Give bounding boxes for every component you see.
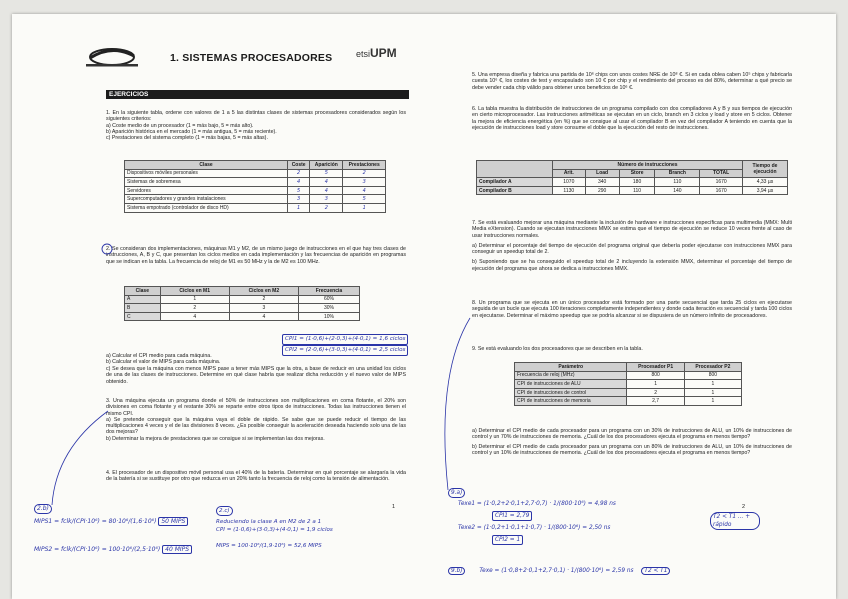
hw-texe2: Texe2 = (1·0,2+1·0,1+1·0,7) · 1/(800·10⁶) = 2,50 ns [458, 525, 611, 531]
question-9-parts [472, 428, 792, 456]
q3-b: b) Determinar la mejora de prestaciones que se consigue si se implementan las dos mejoras. [106, 435, 325, 442]
handwriting-9a [448, 488, 818, 543]
cell: 2 [343, 169, 386, 178]
cell: 340 [585, 178, 619, 187]
q9-text: 9. Se está evaluando los dos procesadores que se describen en la tabla. [472, 346, 643, 352]
hw-texe1: Texe1 = (1·0,2+2·0,1+2,7·0,7) · 1/(800·10⁶) = 4,98 ns [458, 501, 616, 507]
th-parametro: Parámetro [515, 363, 627, 372]
question-1 [106, 110, 406, 141]
cell: 4 [229, 312, 298, 321]
cell: 3 [343, 178, 386, 187]
hw-new-mips: MIPS = 100·10⁶/(1,9·10⁶) = 52,6 MIPS [216, 543, 322, 549]
table-row [477, 186, 788, 195]
cell: 1130 [553, 186, 585, 195]
q6-text: 6. La tabla muestra la distribución de instrucciones de un programa compilado con dos compiladores A y B y sus tiempos de ejecución en cierto microprocesador. Las instrucciones aritméticas se ejecutan en un ciclo, branch en 3 ciclos y load y store en 5 ciclos. Obtener la mejora de eficiencia energética (en %) que se consigue al usar el compilador B en vez del compilador A teniendo en cuenta que la ejecución de instrucciones load y store consume el doble que la ejecución del resto de instrucciones. [472, 106, 792, 131]
question-7 [472, 220, 792, 272]
hw-cpi2-box: CPI2 = 1 [492, 535, 523, 545]
cell: 4 [343, 186, 386, 195]
question-2c [106, 366, 406, 385]
cell: Supercomputadores y grandes instalaciones [125, 195, 288, 204]
cell: Frecuencia de reloj (MHz) [515, 371, 627, 380]
table-row [125, 304, 360, 313]
hw-result-b: T2 < T1 [641, 567, 670, 575]
left-page [12, 14, 424, 599]
table-row [515, 397, 742, 406]
q2-a: a) Calcular el CPI medio para cada máquina. [106, 353, 212, 359]
cell: 3 [288, 195, 310, 204]
q2-b: b) Calcular el valor de MIPS para cada máquina. [106, 359, 221, 366]
table-row [125, 178, 386, 187]
th-num-instr: Número de instrucciones [553, 161, 743, 170]
cell: 800 [684, 371, 741, 380]
cell: 3,94 µs [743, 186, 788, 195]
q8-text: 8. Un programa que se ejecuta en un único procesador está formado por una parte secuencial que tarda 25 ciclos en ejecutarse seguida de un bucle que ejecuta 100 iteraciones completamente independientes y donde cada iteración es secuencial y tarda 100 ciclos en ejecutarse. Determinar el máximo speedup que se podría alcanzar si se dispusiera de un número infinito de procesadores. [472, 300, 792, 319]
cell: B [125, 304, 161, 313]
cell: 1670 [700, 186, 743, 195]
question-4 [106, 470, 406, 483]
hw-label-9a: 9.a) [448, 488, 465, 498]
cell: 5 [310, 169, 343, 178]
cell: 2 [160, 304, 229, 313]
cell: 4 [310, 178, 343, 187]
question-9 [472, 346, 792, 352]
table-row [125, 195, 386, 204]
cell: CPI de instrucciones de control [515, 388, 627, 397]
cell: 110 [655, 178, 700, 187]
q5-text: 5. Una empresa diseña y fabrica una partida de 10⁶ chips con unos costes NRE de 10⁸ €. Si en cada oblea caben 10⁵ chips y fabricarla cuesta 10⁶ €, los costes de test y encapsulado son 10 € por chip y el rendimiento del proceso es del 80%, determinar a qué precio se debe vender cada chip válido para obtener unos beneficios de 10⁶ €. [472, 72, 792, 91]
hw-label-9b: 9.b) [448, 567, 465, 575]
table-header-row [477, 161, 788, 170]
hw-mips1-calc: MIPS1 = fclk/(CPI·10⁶) = 80·10⁶/(1,6·10⁶) [34, 518, 157, 525]
hw-mips2-calc: MIPS2 = fclk/(CPI·10⁶) = 100·10⁶/(2,5·10⁶) [34, 546, 161, 553]
q2-intro: 2. Se consideran dos implementaciones, máquinas M1 y M2, de un mismo juego de instrucciones en el que hay tres clases de instrucciones, A, B y C, que presentan los ciclos medios en cada implementación y las frecuencias de aparición en programas que se indican en la tabla. La frecuencia de reloj de M1 es 50 MHz y la de M2 es 100 MHz. [106, 246, 406, 265]
cell: 4 [160, 312, 229, 321]
cell: 4 [288, 178, 310, 187]
circle-mark-icon [101, 243, 113, 255]
right-page [424, 14, 836, 599]
q3-a: a) Se pretende conseguir que la máquina vaya el doble de rápido. Se sabe que se puede reducir el tiempo de las multiplicaciones 4 veces y el de las divisiones 8 veces. ¿Es posible conseguir la aceleración deseada haciendo solo una de las dos mejoras? [106, 416, 406, 436]
cell: 60% [298, 295, 359, 304]
hw-new-cpi: CPI = (1·0,6)+(3·0,3)+(4·0,1) = 1,9 ciclos [216, 527, 333, 533]
cell: 2 [310, 203, 343, 212]
table-header-row [515, 363, 742, 372]
cell: 3 [310, 195, 343, 204]
hw-cpi1: CPI1 = (1·0,6)+(2·0,3)+(4·0,1) = 1,6 ciclos [282, 334, 408, 345]
cell: Sistema empotrado (controlador de disco HD) [125, 203, 288, 212]
hw-mips1-result: 50 MIPS [158, 517, 188, 526]
table-row [125, 203, 386, 212]
table-row [515, 380, 742, 389]
cell: 4 [310, 186, 343, 195]
question-3 [106, 398, 406, 442]
cell: 140 [655, 186, 700, 195]
cell: 1 [288, 203, 310, 212]
page-number-right: 2 [742, 504, 746, 510]
th-store: Store [619, 169, 655, 178]
question-6 [472, 106, 792, 131]
handwritten-cpi [282, 334, 408, 356]
th-load: Load [585, 169, 619, 178]
hw-mips2 [34, 546, 192, 554]
table-row [125, 295, 360, 304]
cell: 1070 [553, 178, 585, 187]
cell: C [125, 312, 161, 321]
question-2 [106, 246, 406, 265]
q3-intro: 3. Una máquina ejecuta un programa donde el 50% de instrucciones son multiplicaciones en coma flotante, el 20% son divisiones en coma flotante y el restante 30% se reparte entre otros tipos de instrucciones. Todas las instrucciones tienen el mismo CPI. [106, 398, 406, 417]
th-tiempo: Tiempo de ejecución [743, 161, 788, 178]
hw-note: T2 < T1 ... + rápido [710, 512, 760, 530]
cell: 2 [627, 388, 684, 397]
table-processors [514, 362, 742, 406]
th-clase: Clase [125, 161, 288, 170]
question-8 [472, 300, 792, 319]
cell: Servidores [125, 186, 288, 195]
table-header-row [125, 287, 360, 296]
th-branch: Branch [655, 169, 700, 178]
question-5 [472, 72, 792, 91]
cell: 2 [229, 295, 298, 304]
q1-b: b) Aparición histórica en el mercado (1 = más antigua, 5 = más reciente). [106, 128, 277, 135]
table-row [125, 312, 360, 321]
cell: Compilador B [477, 186, 553, 195]
arrow-icon [434, 314, 474, 494]
th-p2: Procesador P2 [684, 363, 741, 372]
q1-a: a) Coste medio de un procesador (1 = más bajo, 5 = más alto). [106, 122, 254, 129]
cell: 1 [684, 380, 741, 389]
question-2-parts [106, 353, 282, 366]
page-number-left: 1 [392, 504, 396, 510]
th-coste: Coste [288, 161, 310, 170]
table-row [515, 388, 742, 397]
th-total: TOTAL [700, 169, 743, 178]
cell: 1 [343, 203, 386, 212]
hw-mips1 [34, 518, 188, 526]
th-aparicion: Aparición [310, 161, 343, 170]
hw-reduce: Reduciendo la clase A en M2 de 2 a 1 [216, 519, 322, 525]
hw-label-2c: 2.c) [216, 506, 233, 516]
cell: 1670 [700, 178, 743, 187]
cell: Dispositivos móviles personales [125, 169, 288, 178]
handwriting-2c [216, 506, 416, 550]
cell: 3 [229, 304, 298, 313]
q9-b: b) Determinar el CPI medio de cada procesador para un programa con un 80% de instrucciones de ALU, un 10% de instrucciones de control y un 10% de instrucciones de memoria. ¿Cuál de los dos procesadores ejecuta el programa en menos tiempo? [472, 443, 792, 456]
th-p1: Procesador P1 [627, 363, 684, 372]
q7-a: a) Determinar el porcentaje del tiempo de ejecución del programa original que debería poder ejecutarse con instrucciones MMX para conseguir un speedup total de 2. [472, 242, 792, 256]
table-header-row [125, 161, 386, 170]
th-clase: Clase [125, 287, 161, 296]
cell: 1 [684, 397, 741, 406]
cell: A [125, 295, 161, 304]
cell: Sistemas de sobremesa [125, 178, 288, 187]
cell: 110 [619, 186, 655, 195]
table-classes [124, 160, 386, 213]
th-ciclos-m2: Ciclos en M2 [229, 287, 298, 296]
q1-intro: 1. En la siguiente tabla, ordene con valores de 1 a 5 las distintas clases de sistemas procesadores considerados según los siguientes criterios: [106, 110, 406, 123]
cell: 800 [627, 371, 684, 380]
cell: 10% [298, 312, 359, 321]
cell: 5 [288, 186, 310, 195]
cell: 4,33 µs [743, 178, 788, 187]
cell: 1 [160, 295, 229, 304]
cell: Compilador A [477, 178, 553, 187]
arrow-icon [46, 409, 116, 509]
q7-b: b) Suponiendo que se ha conseguido el speedup total de 2 incluyendo la extensión MMX, determinar el porcentaje del tiempo de ejecución del programa que ahora se dedica a instrucciones MMX. [472, 259, 792, 272]
q9-a: a) Determinar el CPI medio de cada procesador para un programa con un 30% de instrucciones de ALU, un 10% de instrucciones de control y un 70% de instrucciones de memoria. ¿Cuál de los dos procesadores ejecuta el programa en menos tiempo? [472, 428, 792, 441]
university-logo-icon [82, 47, 142, 69]
cell: 290 [585, 186, 619, 195]
section-title: EJERCICIOS [109, 91, 149, 98]
th-prestaciones: Prestaciones [343, 161, 386, 170]
hw-mips2-result: 40 MIPS [162, 545, 192, 554]
q1-c: c) Prestaciones del sistema completo (1 = más bajas, 5 = más altas). [106, 135, 268, 142]
page-title: 1. SISTEMAS PROCESADORES [170, 52, 333, 64]
handwriting-9b [448, 567, 818, 575]
th-ciclos-m1: Ciclos en M1 [160, 287, 229, 296]
table-row [477, 178, 788, 187]
cell: CPI de instrucciones de ALU [515, 380, 627, 389]
cell: 180 [619, 178, 655, 187]
cell: 2 [288, 169, 310, 178]
th-frecuencia: Frecuencia [298, 287, 359, 296]
upm-logo: etsiUPM [356, 46, 397, 60]
table-row [125, 169, 386, 178]
q7-text: 7. Se está evaluando mejorar una máquina mediante la inclusión de hardware e instrucciones específicas para multimedia (MMX: Multi Media eXtension). Cuando se ejecutan instrucciones MMX se estima que el tiempo de ejecución se reduce 10 veces frente al caso de usar instrucciones normales. [472, 220, 792, 239]
scanned-sheet [12, 14, 836, 599]
hw-cpi2: CPI2 = (2·0,6)+(3·0,3)+(4·0,1) = 2,5 ciclos [282, 345, 408, 356]
cell: 30% [298, 304, 359, 313]
cell: 1 [684, 388, 741, 397]
th-empty [477, 161, 553, 178]
hw-cpi1-box: CPI1 = 2,79 [492, 511, 532, 521]
table-row [125, 186, 386, 195]
q2-c: c) Se desea que la máquina con menos MIPS pase a tener más MIPS que la otra, a base de reducir en una unidad los ciclos de una de las clases de instrucciones. Determine en qué clase habría que realizar dicha reducción y el nuevo valor de MIPS obtenido. [106, 366, 406, 385]
section-bar [106, 90, 409, 99]
cell: 2,7 [627, 397, 684, 406]
table-row [515, 371, 742, 380]
cell: CPI de instrucciones de memoria [515, 397, 627, 406]
q4-text: 4. El procesador de un dispositivo móvil personal usa el 40% de la batería. Determinar en qué porcentaje se alargaría la vida de la batería si se sustituye por otro que reduzca en un 20% tanto la frecuencia de reloj como la tensión de alimentación. [106, 470, 406, 483]
table-cycles [124, 286, 360, 321]
hw-texe-b: Texe = (1·0,8+2·0,1+2,7·0,1) · 1/(800·10⁶) = 2,59 ns [479, 568, 634, 574]
hw-label-2b: 2.b) [34, 504, 52, 514]
cell: 5 [343, 195, 386, 204]
table-compilers [476, 160, 788, 195]
cell: 1 [627, 380, 684, 389]
th-arit: Arit. [553, 169, 585, 178]
